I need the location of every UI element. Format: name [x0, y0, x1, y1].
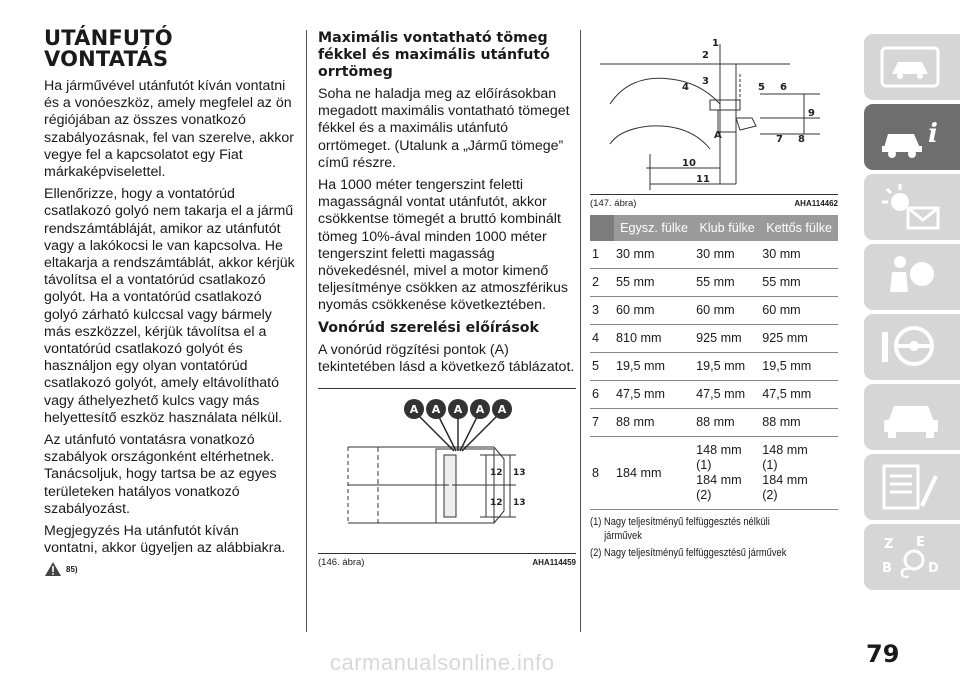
dim-label-12-lower: 12	[490, 498, 503, 509]
table-cell: 3	[590, 297, 614, 325]
tab-emergency[interactable]	[864, 384, 960, 450]
chapter-tabs	[864, 34, 960, 594]
marker-a-4: A	[475, 403, 485, 417]
table-cell: 8	[590, 437, 614, 510]
figure-147-number: (147. ábra)	[590, 198, 637, 209]
maintenance-list-icon	[878, 462, 944, 512]
column-divider	[306, 30, 307, 632]
table-cell: 19,5 mm	[614, 353, 694, 381]
svg-text:D: D	[928, 561, 939, 576]
svg-text:Z: Z	[884, 537, 894, 552]
marker-a-5: A	[497, 403, 507, 417]
hitch-mount-points-diagram	[318, 389, 576, 553]
paragraph-altitude: Ha 1000 méter tengerszint feletti magasságnál vontat utánfutót, akkor csökkentse tömegét a bruttó kombinált tömeg 10%-ával minden 1000 méter tengerszint feletti magasság növekedésnél, mivel a motor kimenő teljesítménye csökken az atmoszférikus nyomás csökkenése következtében.	[318, 177, 568, 314]
footnote-1-text-cont: járművek	[604, 529, 642, 542]
tab-lights[interactable]	[864, 174, 960, 240]
dim-label-11: 11	[696, 174, 710, 185]
table-cell: 925 mm	[760, 325, 838, 353]
dim-label-2: 2	[702, 50, 709, 61]
column-hitch-table	[590, 34, 838, 561]
table-cell	[760, 437, 838, 510]
marker-a-3: A	[453, 403, 463, 417]
dim-label-9: 9	[808, 108, 815, 119]
table-cell: 19,5 mm	[694, 353, 760, 381]
value-1: 148 mm	[762, 443, 808, 457]
hitch-dimensions-table	[590, 215, 838, 510]
table-cell: 60 mm	[614, 297, 694, 325]
tab-car-info[interactable]	[864, 104, 960, 170]
column-towing-intro	[44, 28, 296, 577]
column-divider	[580, 30, 581, 632]
table-cell: 47,5 mm	[694, 381, 760, 409]
table-cell: 88 mm	[760, 409, 838, 437]
section-title	[44, 28, 296, 70]
table-cell: 5	[590, 353, 614, 381]
paragraph-max-weight: Soha ne haladja meg az előírásokban megadott maximális vontatható tömeget fékkel és a maximális utánfutó orrtömeget. (Utalunk a „Jármű tömege” című részre.	[318, 86, 570, 171]
warning-ref-number: 85)	[66, 564, 78, 574]
table-header-blank	[590, 215, 614, 241]
tab-dashboard[interactable]	[864, 34, 960, 100]
dim-label-3: 3	[702, 76, 709, 87]
dim-label-13-upper: 13	[513, 468, 526, 479]
steering-wheel-icon	[878, 322, 944, 372]
table-cell: 47,5 mm	[614, 381, 694, 409]
section-title-line2: VONTATÁS	[44, 47, 169, 71]
figure-146-number: (146. ábra)	[318, 557, 365, 569]
table-cell: 4	[590, 325, 614, 353]
table-cell: 60 mm	[760, 297, 838, 325]
table-row	[590, 241, 838, 269]
footnote-1-text: (1) Nagy teljesítményű felfüggesztés nélküli	[590, 516, 770, 528]
table-cell: 30 mm	[694, 241, 760, 269]
value-2: 184 mm	[762, 473, 808, 487]
table-row	[590, 409, 838, 437]
table-footnotes	[590, 516, 838, 561]
airbag-seat-icon	[878, 252, 944, 302]
car-dashboard-icon	[878, 42, 944, 92]
paragraph-note: Megjegyzés Ha utánfutót kíván vontatni, akkor ügyeljen az alábbiakra.	[44, 523, 286, 557]
column-max-towing	[318, 30, 576, 568]
heading-hitch-installation: Vonórúd szerelési előírások	[318, 319, 539, 336]
warning-reference	[44, 561, 296, 577]
table-cell: 6	[590, 381, 614, 409]
svg-text:B: B	[882, 561, 892, 576]
footnote-ref-2: (2)	[696, 488, 712, 502]
table-row	[590, 353, 838, 381]
page-number: 79	[866, 640, 900, 668]
tab-safety[interactable]	[864, 244, 960, 310]
footnote-ref-1: (1)	[696, 458, 712, 472]
dim-label-7: 7	[776, 134, 783, 145]
paragraph-hitch-points: A vonórúd rögzítési pontok (A) tekintetében lásd a következő táblázatot.	[318, 341, 575, 375]
table-row	[590, 381, 838, 409]
figure-146	[318, 388, 576, 554]
dim-label-6: 6	[780, 82, 787, 93]
table-row-8	[590, 437, 838, 510]
tab-driving[interactable]	[864, 314, 960, 380]
table-cell: 810 mm	[614, 325, 694, 353]
tab-index[interactable]	[864, 524, 960, 590]
table-cell: 55 mm	[694, 269, 760, 297]
alphabet-index-icon	[878, 532, 944, 582]
dim-label-10: 10	[682, 158, 696, 169]
table-cell: 925 mm	[694, 325, 760, 353]
figure-147	[590, 34, 838, 195]
svg-text:E: E	[916, 535, 925, 550]
table-row	[590, 297, 838, 325]
footnote-1	[590, 516, 836, 543]
dim-label-4: 4	[682, 82, 689, 93]
car-front-icon	[878, 392, 944, 442]
lights-mail-icon	[878, 182, 944, 232]
table-cell: 55 mm	[760, 269, 838, 297]
table-cell: 30 mm	[760, 241, 838, 269]
table-header-row	[590, 215, 838, 241]
paragraph-intro: Ha járművével utánfutót kíván vontatni és a vonóeszköz, amely megfelel az ön régiójában az összes vonatkozó szabályozásnak, fel van szerelve, akkor vegye fel a kapcsolatot egy Fiat márkaképviselettel.	[44, 78, 294, 181]
dim-label-12-upper: 12	[490, 468, 503, 479]
warning-triangle-icon	[44, 561, 62, 577]
paragraph-towball: Ellenőrizze, hogy a vontatórúd csatlakozó golyó nem takarja el a jármű rendszámtábláját, amikor az utánfutót vagy a lakókocsi le van kapcsolva. He eltakarja a rendszámtáblát, akkor kérjük távolítsa el a vontatórúd csatlakozó golyót. Ha a vontatórúd csatlakozó golyó zárható kulccsal vagy bármely más eszközzel, kérjük távolítsa el a vontatórúd csatlakozó golyót és használjon egy olyan vontatórúd csatlakozó golyót, amely eltávolítható vagy áthelyezhető kulcs vagy más helyettesítő eszköz használata nélkül.	[44, 186, 295, 426]
table-header-single-cab: Egysz. fülke	[614, 215, 694, 241]
table-cell: 55 mm	[614, 269, 694, 297]
table-header-double-cab: Kettős fülke	[760, 215, 838, 241]
watermark: carmanualsonline.info	[330, 650, 555, 675]
footnote-ref-2: (2)	[762, 488, 778, 502]
table-cell: 2	[590, 269, 614, 297]
figure-146-caption	[318, 554, 576, 568]
table-cell: 30 mm	[614, 241, 694, 269]
dim-label-1: 1	[712, 38, 719, 49]
svg-text:i: i	[928, 119, 938, 149]
table-cell: 88 mm	[614, 409, 694, 437]
marker-a-2: A	[431, 403, 441, 417]
table-cell: 47,5 mm	[760, 381, 838, 409]
value-2: 184 mm	[696, 473, 742, 487]
footnote-ref-1: (1)	[762, 458, 778, 472]
table-header-club-cab: Klub fülke	[694, 215, 760, 241]
table-cell	[694, 437, 760, 510]
table-cell: 7	[590, 409, 614, 437]
marker-a-1: A	[409, 403, 419, 417]
figure-147-code: AHA114462	[794, 199, 838, 208]
svg-text:C: C	[900, 567, 910, 582]
car-info-icon	[878, 112, 944, 162]
heading-max-towing-weight: Maximális vontatható tömeg fékkel és maximális utánfutó orrtömeg	[318, 30, 550, 80]
dim-label-13-lower: 13	[513, 498, 526, 509]
table-cell: 19,5 mm	[760, 353, 838, 381]
table-row	[590, 325, 838, 353]
hitch-dimensions-diagram	[590, 34, 838, 194]
dim-label-8: 8	[798, 134, 805, 145]
dim-label-a: A	[714, 130, 722, 141]
figure-147-caption	[590, 195, 838, 209]
footnote-2: (2) Nagy teljesítményű felfüggesztésű járművek	[590, 547, 787, 559]
table-cell: 60 mm	[694, 297, 760, 325]
table-row	[590, 269, 838, 297]
paragraph-regulations: Az utánfutó vontatásra vonatkozó szabályok országonként eltérhetnek. Tanácsoljuk, hogy tartsa be az egyes területeken hatályos vonatkozó szabályozást.	[44, 432, 277, 517]
section-title-line1: UTÁNFUTÓ	[44, 26, 173, 50]
value-1: 148 mm	[696, 443, 742, 457]
table-cell: 184 mm	[614, 437, 694, 510]
dim-label-5: 5	[758, 82, 765, 93]
table-cell: 1	[590, 241, 614, 269]
tab-maintenance[interactable]	[864, 454, 960, 520]
table-cell: 88 mm	[694, 409, 760, 437]
figure-146-code: AHA114459	[532, 558, 576, 568]
